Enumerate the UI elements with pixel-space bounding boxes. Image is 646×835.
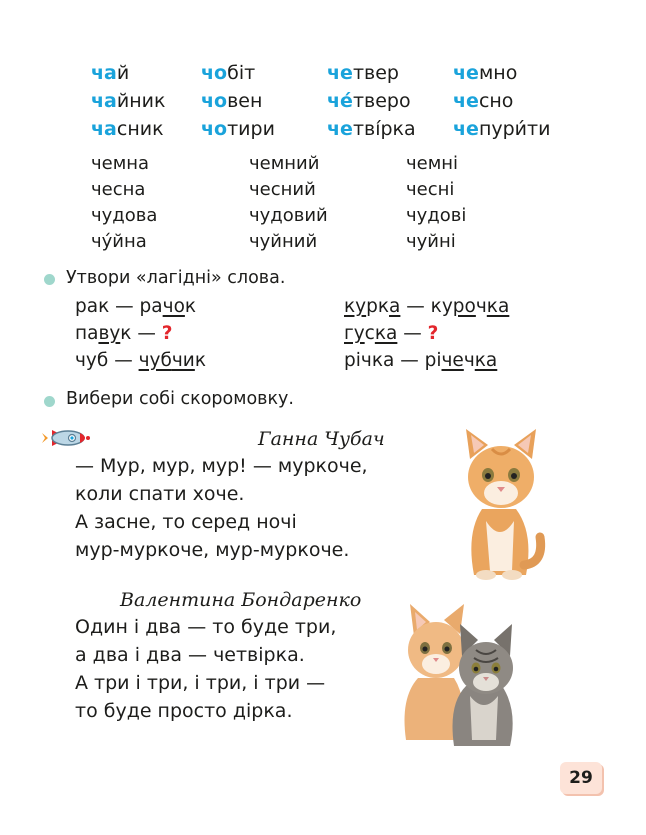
poem-text [75, 452, 368, 564]
pair-line: рак — рачок [75, 296, 197, 317]
poem-line: а два і два — четвірка. [75, 644, 305, 666]
word: чу́йна [91, 231, 147, 252]
syllable-word: четві́рка [327, 118, 416, 140]
syllable-word: чепури́ти [453, 118, 551, 140]
syllable-word: чобіт [201, 62, 256, 84]
syllable-word: часник [91, 118, 164, 140]
bullet-dot [44, 396, 55, 407]
word: чесний [249, 179, 316, 200]
poem-line: Один і два — то буде три, [75, 616, 337, 638]
pair-line: павук — ? [75, 323, 173, 344]
poem-line: — Мур, мур, мур! — муркоче, [75, 455, 368, 477]
word: чудові [406, 205, 467, 226]
word: чемна [91, 153, 150, 174]
question-mark-icon: ? [427, 323, 439, 344]
poem-line: А три і три, і три, і три — [75, 672, 326, 694]
syllable-word: чай [91, 62, 130, 84]
poem-line: то буде просто дірка. [75, 700, 293, 722]
question-mark-icon: ? [161, 323, 173, 344]
poem-author: Ганна Чубач [258, 428, 385, 450]
word: чемні [406, 153, 459, 174]
bullet-dot [44, 274, 55, 285]
poem-line: А засне, то серед ночі [75, 511, 297, 533]
syllable-word: чемно [453, 62, 518, 84]
syllable-word: човен [201, 90, 263, 112]
word: чудова [91, 205, 158, 226]
task-instruction: Вибери собі скоромовку. [66, 389, 294, 409]
pair-line: чуб — чубчик [75, 350, 207, 371]
task-instruction: Утвори «лагідні» слова. [66, 268, 286, 288]
page-number: 29 [569, 768, 593, 788]
page-number-badge [560, 762, 602, 794]
poem-line: мур-муркоче, мур-муркоче. [75, 539, 350, 561]
syllable-word: че́тверо [327, 90, 411, 112]
syllable-word: чайник [91, 90, 166, 112]
word: чуйний [249, 231, 318, 252]
syllable-word: чесно [453, 90, 514, 112]
pair-line: гуска — ? [344, 323, 439, 344]
word: чудовий [249, 205, 328, 226]
word: чесна [91, 179, 146, 200]
word: чуйні [406, 231, 456, 252]
syllable-word: чотири [201, 118, 275, 140]
poem-author: Валентина Бондаренко [120, 589, 362, 611]
orange-kitten-image [452, 425, 550, 585]
word: чесні [406, 179, 455, 200]
poem-text [75, 613, 336, 725]
rocket-icon [42, 424, 92, 452]
two-kittens-image [396, 600, 524, 752]
pair-line: річка — річечка [344, 350, 498, 371]
syllable-word: четвер [327, 62, 399, 84]
pair-line: курка — курочка [344, 296, 510, 317]
poem-line: коли спати хоче. [75, 483, 245, 505]
word: чемний [249, 153, 320, 174]
